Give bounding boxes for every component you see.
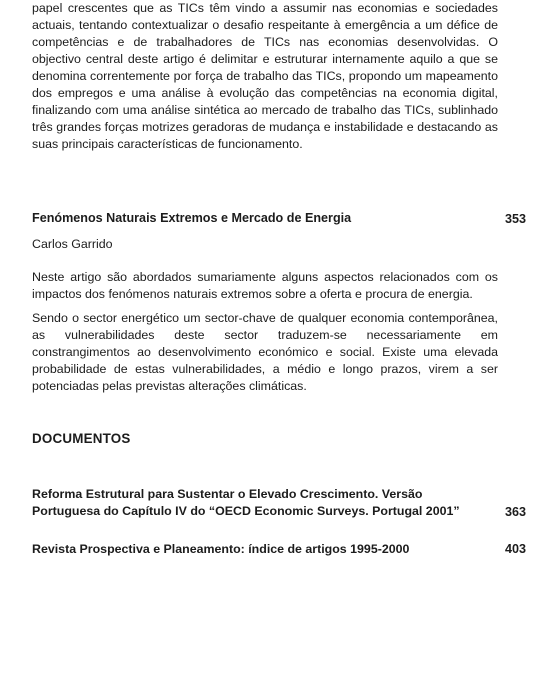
article-title: Fenómenos Naturais Extremos e Mercado de Energia	[32, 211, 352, 225]
document-entry-2-page: 403	[504, 542, 526, 556]
document-entry-2-title: Revista Prospectiva e Planeamento: índice de artigos 1995-2000	[32, 542, 410, 556]
documents-heading: DOCUMENTOS	[32, 431, 131, 446]
intro-paragraph: papel crescentes que as TICs têm vindo a assumir nas economias e sociedades actuais, tentando contextualizar o desafio respeitante à emergência a um défice de competências e de trabalhadores de TICs nas economias desenvolvidas. O objectivo central deste artigo é delimitar e estruturar internamente aquilo a que se denomina correntemente por força de trabalho das TICs, propondo um mapeamento dos empregos e uma análise à evolução das competências na economia digital, finalizando com uma análise sintética ao mercado de trabalho das TICs, sublinhado três grandes forças motrizes geradoras de mudança e instabilidade e destacando as suas principais características de funcionamento.	[32, 1, 498, 151]
document-entry-1-title: Reforma Estrutural para Sustentar o Elevado Crescimento. Versão Portuguesa do Capítulo IV do “OECD Economic Surveys. Portugal 2001”	[32, 487, 460, 518]
article-paragraph-1: Neste artigo são abordados sumariamente alguns aspectos relacionados com os impactos dos fenómenos naturais extremos sobre a oferta e procura de energia.	[32, 270, 498, 301]
article-page-number: 353	[504, 212, 526, 226]
article-paragraph-2: Sendo o sector energético um sector-chave de qualquer economia contemporânea, as vulnerabilidades deste sector traduzem-se necessariamente em constrangimentos ao desenvolvimento económico e social. Existe uma elevada probabilidade de estas vulnerabilidades, a médio e longo prazos, virem a ser potenciadas pelas previstas alterações climáticas.	[32, 311, 498, 393]
document-entry-1-page: 363	[504, 505, 526, 519]
article-author: Carlos Garrido	[32, 237, 113, 251]
